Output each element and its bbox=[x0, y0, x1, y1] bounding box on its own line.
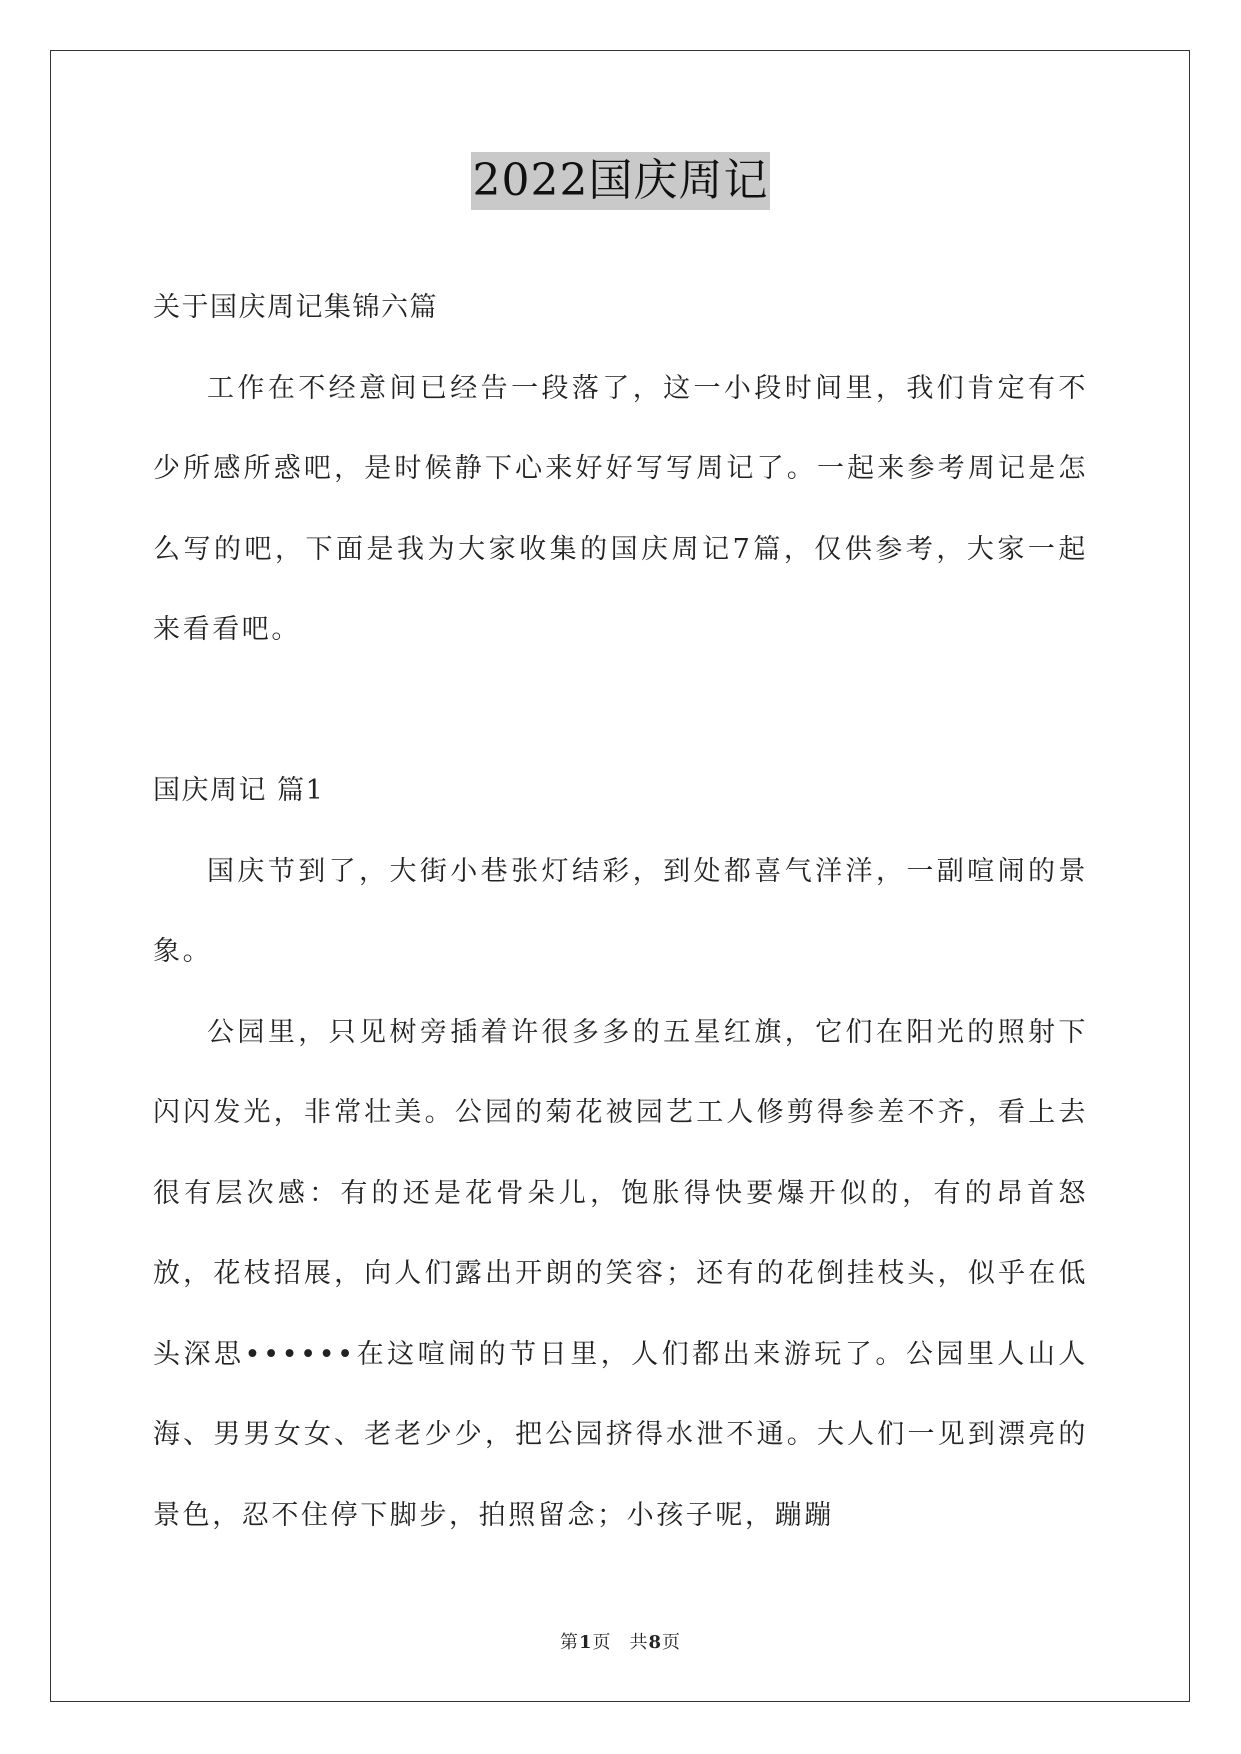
total-pages-number: 8 bbox=[648, 1632, 663, 1653]
body-paragraph: 公园里，只见树旁插着许很多多的五星红旗，它们在阳光的照射下闪闪发光，非常壮美。公园的菊花被园艺工人修剪得参差不齐，看上去很有层次感：有的还是花骨朵儿，饱胀得快要爆开似的，有的昂首怒放，花枝招展，向人们露出开朗的笑容；还有的花倒挂枝头，似乎在低头深思••••••在这喧闹的节日里，人们都出来游玩了。公园里人山人海、男男女女、老老少少，把公园挤得水泄不通。大人们一见到漂亮的景色，忍不住停下脚步，拍照留念；小孩子呢，蹦蹦 bbox=[153, 1016, 1088, 1531]
intro-paragraph: 工作在不经意间已经告一段落了，这一小段时间里，我们肯定有不少所感所惑吧，是时候静下心来好好写写周记了。一起来参考周记是怎么写的吧，下面是我为大家收集的国庆周记7篇，仅供参考，大家一起来看看吧。 bbox=[153, 372, 1088, 645]
section-heading: 国庆周记 篇1 bbox=[153, 775, 325, 806]
page-footer bbox=[0, 1628, 1241, 1654]
section-spacer bbox=[153, 671, 1088, 752]
document-subtitle: 关于国庆周记集锦六篇 bbox=[153, 292, 438, 323]
total-suffix: 页 bbox=[662, 1632, 682, 1653]
body-paragraph: 国庆节到了，大街小巷张灯结彩，到处都喜气洋洋，一副喧闹的景象。 bbox=[153, 855, 1088, 967]
page-suffix: 页 bbox=[592, 1632, 612, 1653]
current-page-number: 1 bbox=[578, 1632, 593, 1653]
total-prefix: 共 bbox=[629, 1632, 649, 1653]
page-prefix: 第 bbox=[559, 1632, 579, 1653]
document-body bbox=[153, 268, 1088, 1556]
document-title: 2022国庆周记 bbox=[471, 152, 771, 210]
title-container bbox=[0, 152, 1241, 210]
